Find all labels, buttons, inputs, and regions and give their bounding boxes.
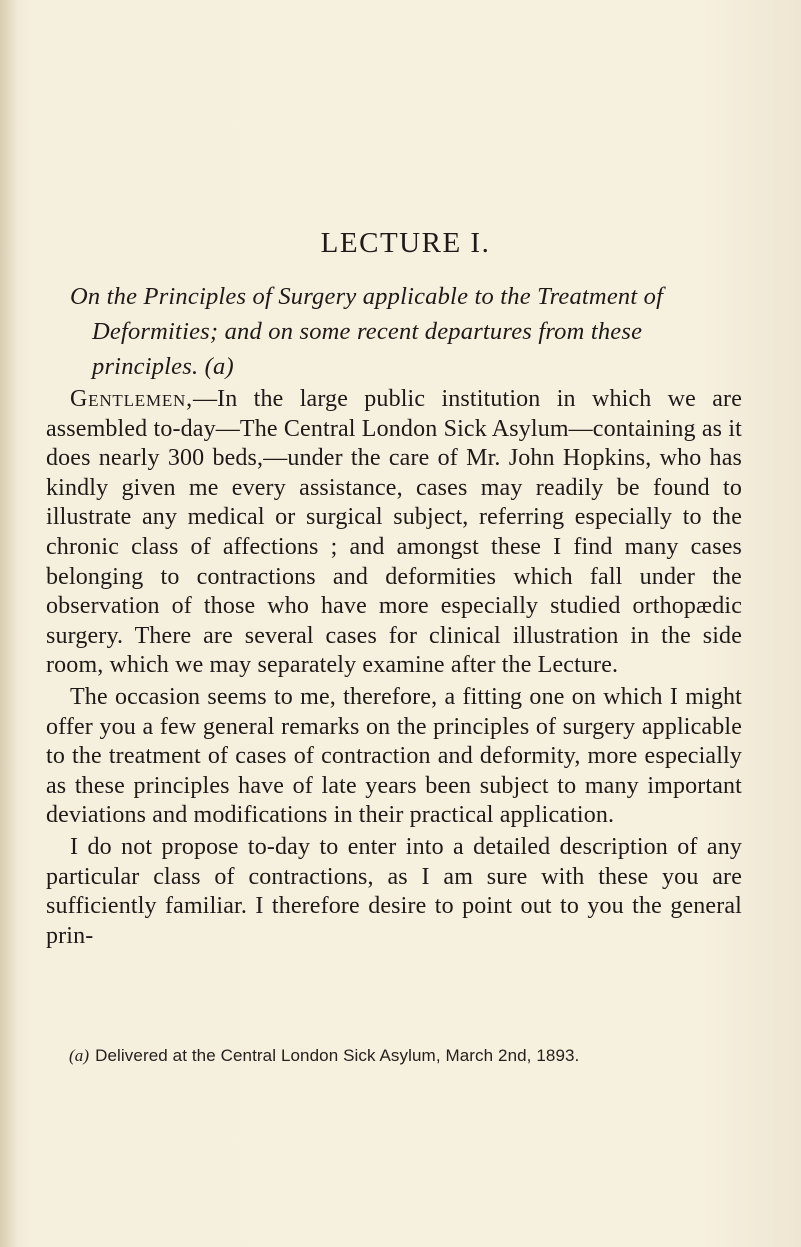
page-fold-shadow xyxy=(0,0,18,1247)
lecture-body xyxy=(46,385,742,951)
footnote-text: Delivered at the Central London Sick Asylum, March 2nd, 1893. xyxy=(95,1046,580,1065)
footnote-mark: (a) xyxy=(69,1046,90,1065)
footnote xyxy=(69,1045,759,1067)
paragraph-2: The occasion seems to me, therefore, a fitting one on which I might offer you a few general remarks on the principles of surgery applicable to the treatment of cases of contraction and deformity, more especially as these principles have of late years been subject to many important deviations and modifications in their practical application. xyxy=(46,683,742,829)
salutation: Gentlemen, xyxy=(70,386,193,412)
lecture-heading: LECTURE I. xyxy=(320,227,491,259)
paragraph-1-text: —In the large public institution in which we are assembled to-day—The Central London Sick Asylum—containing as it does nearly 300 beds,—under the care of Mr. John Hopkins, who has kindly given me every assistance, cases may readily be found to illustrate any medical or surgical subject, referring especially to the chronic class of affections ; and amongst these I find many cases belonging to contractions and deformities which fall under the observation of those who have more especially studied orthopædic surgery. There are several cases for clinical illustration in the side room, which we may separately examine after the Lecture. xyxy=(46,386,742,679)
paragraph-3: I do not propose to-day to enter into a detailed description of any particular class of contractions, as I am sure with these you are sufficiently familiar. I therefore desire to point out to you the general prin- xyxy=(46,833,742,949)
paragraph-1 xyxy=(46,385,742,681)
lecture-subtitle: On the Principles of Surgery applicable to the Treatment of Deformities; and on some recent departures from these principles. (a) xyxy=(70,283,664,380)
